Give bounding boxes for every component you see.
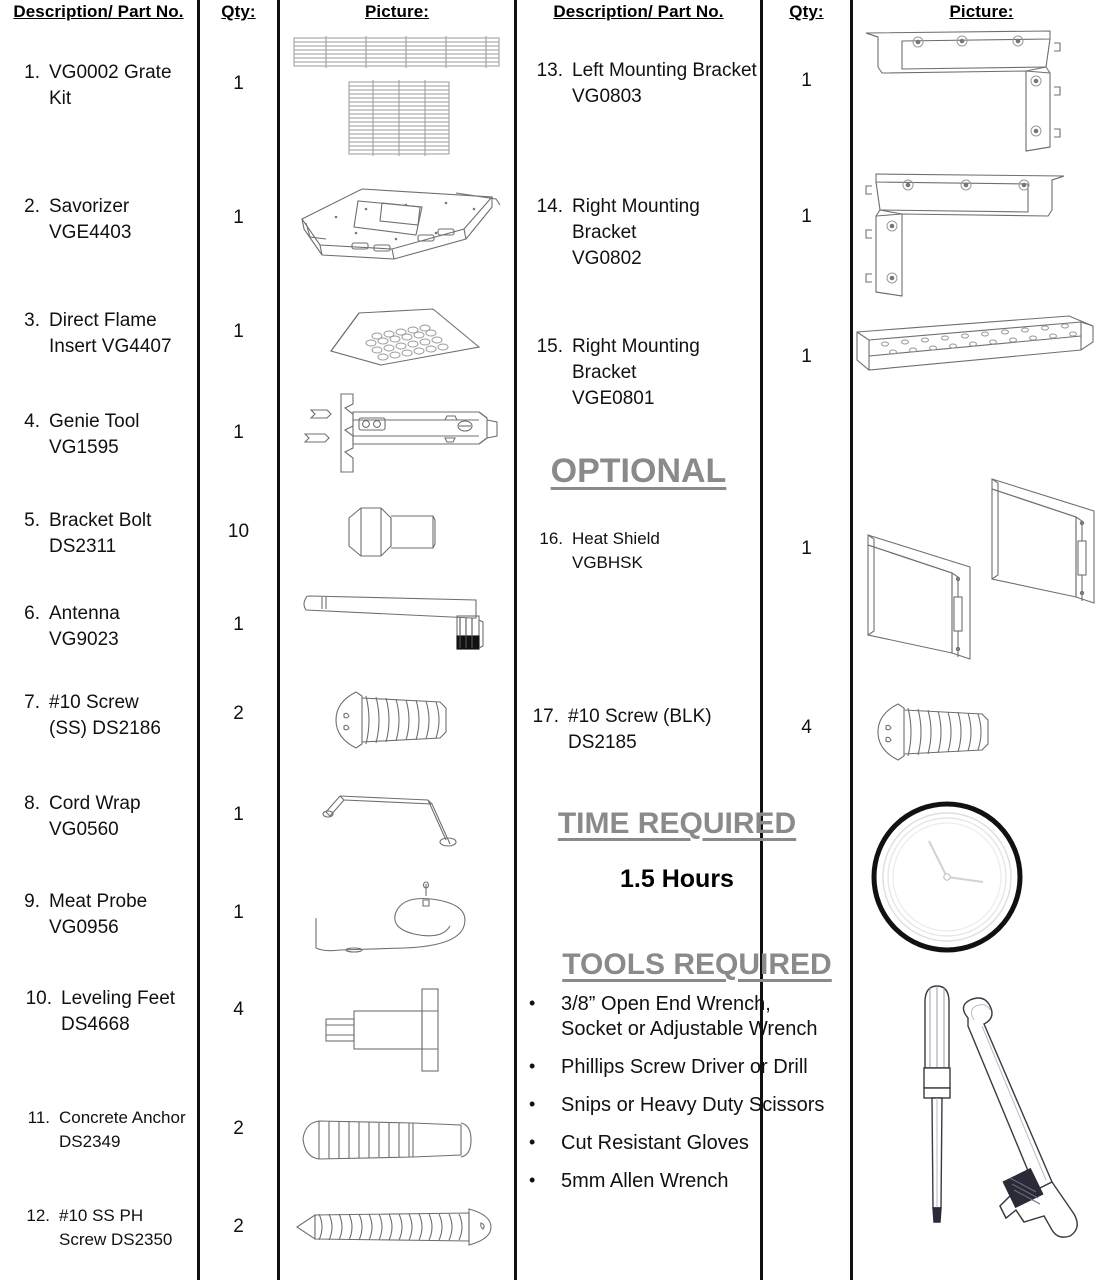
part-number: 11.	[27, 1108, 50, 1127]
adjustable-wrench-icon	[963, 998, 1077, 1237]
part-desc-line1: #10 SS PH	[59, 1206, 144, 1225]
part-desc-line1: Savorizer	[49, 196, 130, 217]
part-qty-16: 1	[801, 538, 812, 559]
part-desc-line1: Heat Shield	[572, 529, 660, 548]
part-desc-line2: Screw DS2350	[59, 1230, 173, 1249]
part-desc-line1: Right Mounting Bracket	[572, 196, 700, 243]
part-desc-line2: DS2349	[59, 1132, 121, 1151]
header-left-description: Description/ Part No.	[13, 2, 184, 21]
part-qty-12: 2	[233, 1216, 244, 1237]
part-description	[59, 1106, 204, 1154]
part-number: 2.	[24, 196, 40, 217]
part-desc-line1: #10 Screw	[49, 692, 139, 713]
ph-screw-illustration	[293, 1205, 503, 1249]
part-desc-line2: Insert VG4407	[49, 336, 172, 357]
part-desc-line1: #10 Screw (BLK)	[568, 706, 712, 727]
part-number: 17.	[532, 706, 559, 727]
part-desc-line1: Genie Tool	[49, 411, 140, 432]
part-qty-13: 1	[801, 70, 812, 91]
part-description	[49, 308, 194, 360]
table-row-part-16	[527, 527, 762, 575]
list-item-tool-4: • Cut Resistant Gloves	[525, 1131, 905, 1156]
part-description	[49, 601, 194, 653]
part-qty-10: 4	[233, 999, 244, 1020]
part-number: 15.	[536, 336, 563, 357]
part-desc-line2: DS2185	[568, 732, 637, 753]
rail-bracket-illustration	[853, 316, 1103, 388]
part-number: 12.	[26, 1206, 50, 1225]
header-left-picture: Picture:	[364, 2, 430, 21]
part-description	[49, 690, 194, 742]
part-qty-5: 10	[227, 521, 250, 542]
bracket-bolt-illustration	[335, 502, 455, 564]
part-qty-2: 1	[233, 207, 244, 228]
right-mounting-bracket-illustration	[858, 168, 1098, 300]
savorizer-illustration	[296, 183, 506, 268]
table-row-part-9	[14, 889, 194, 941]
table-row-part-3	[14, 308, 194, 360]
part-description	[572, 334, 762, 412]
table-row-part-2	[14, 194, 194, 246]
table-row-part-17	[527, 704, 762, 756]
part-number: 16.	[539, 529, 563, 548]
part-description	[49, 409, 194, 461]
table-row-part-8	[14, 791, 194, 843]
direct-flame-insert-illustration	[325, 305, 485, 375]
part-description	[572, 58, 762, 110]
table-row-part-5	[14, 508, 194, 560]
header-right-qty: Qty:	[789, 2, 824, 21]
part-desc-line2: VG0802	[572, 248, 642, 269]
header-right-description: Description/ Part No.	[553, 2, 724, 21]
part-qty-9: 1	[233, 902, 244, 923]
part-desc-line1: Left Mounting Bracket	[572, 60, 757, 81]
table-row-part-12	[14, 1204, 204, 1252]
left-mounting-bracket-illustration	[860, 25, 1100, 155]
part-desc-line2: VG0803	[572, 86, 642, 107]
part-number: 3.	[24, 310, 40, 331]
part-description	[49, 60, 194, 112]
part-desc-line1: Leveling Feet	[61, 988, 176, 1009]
meat-probe-illustration	[308, 882, 483, 952]
part-desc-line2: VG1595	[49, 437, 119, 458]
tool-line2: Socket or Adjustable Wrench	[561, 1018, 818, 1040]
table-row-part-1	[14, 60, 194, 112]
part-qty-1: 1	[233, 73, 244, 94]
part-desc-line2: (SS) DS2186	[49, 718, 161, 739]
part-desc-line1: Direct Flame	[49, 310, 157, 331]
part-desc-line1: Concrete Anchor	[59, 1108, 186, 1127]
tools-required-heading: TOOLS REQUIRED	[562, 948, 832, 981]
part-desc-line1: Antenna	[49, 603, 120, 624]
part-desc-line2: VGE4403	[49, 222, 132, 243]
part-desc-line2: VG0560	[49, 819, 119, 840]
part-number: 14.	[536, 196, 563, 217]
part-number: 13.	[536, 60, 563, 81]
part-desc-line2: VGBHSK	[572, 553, 643, 572]
part-number: 6.	[24, 603, 40, 624]
part-description	[49, 194, 194, 246]
part-desc-line1: Right Mounting Bracket	[572, 336, 700, 383]
part-qty-8: 1	[233, 804, 244, 825]
table-row-part-11	[14, 1106, 204, 1154]
table-row-part-4	[14, 409, 194, 461]
screw-blk-illustration	[870, 700, 1020, 764]
part-qty-7: 2	[233, 703, 244, 724]
table-row-part-7	[14, 690, 194, 742]
part-qty-3: 1	[233, 321, 244, 342]
antenna-illustration	[300, 588, 500, 658]
part-description	[49, 889, 194, 941]
divider-left-qty-picture	[277, 0, 280, 1280]
time-required-value: 1.5 Hours	[620, 865, 734, 893]
part-description	[49, 791, 194, 843]
part-desc-line2: VG0956	[49, 917, 119, 938]
part-qty-17: 4	[801, 717, 812, 738]
time-required-heading: TIME REQUIRED	[557, 807, 797, 840]
list-item-tool-2: • Phillips Screw Driver or Drill	[525, 1055, 905, 1080]
part-qty-11: 2	[233, 1118, 244, 1139]
tool-line1: 3/8” Open End Wrench,	[561, 993, 771, 1015]
screw-ss-illustration	[328, 688, 478, 752]
part-number: 10.	[25, 988, 52, 1009]
part-number: 1.	[24, 62, 40, 83]
part-description	[59, 1204, 204, 1252]
part-qty-4: 1	[233, 422, 244, 443]
part-number: 8.	[24, 793, 40, 814]
grate-kit-illustration	[290, 32, 510, 162]
part-desc-line2: DS2311	[49, 536, 117, 557]
optional-section-heading: OPTIONAL	[550, 452, 727, 490]
part-description	[572, 527, 762, 575]
part-desc-line2: VG9023	[49, 629, 119, 650]
list-item-tool-5: • 5mm Allen Wrench	[525, 1169, 905, 1194]
leveling-feet-illustration	[320, 985, 455, 1065]
part-desc-line2: VGE0801	[572, 388, 655, 409]
part-description	[572, 194, 762, 272]
divider-center	[514, 0, 517, 1280]
screwdriver-icon	[924, 986, 950, 1222]
genie-tool-illustration	[297, 392, 502, 482]
part-qty-14: 1	[801, 206, 812, 227]
part-description	[49, 508, 194, 560]
part-number: 7.	[24, 692, 40, 713]
table-row-part-14	[527, 194, 762, 272]
table-row-part-6	[14, 601, 194, 653]
tools-illustration	[896, 978, 1108, 1244]
part-desc-line2: Kit	[49, 88, 72, 109]
table-row-part-15	[527, 334, 762, 412]
table-row-part-13	[527, 58, 762, 110]
part-desc-line2: DS4668	[61, 1014, 130, 1035]
part-number: 5.	[24, 510, 40, 531]
list-item-tool-3: • Snips or Heavy Duty Scissors	[525, 1093, 905, 1118]
list-item-tool-1	[525, 992, 905, 1042]
heat-shield-illustration	[862, 475, 1107, 690]
table-row-part-10	[14, 986, 199, 1038]
part-desc-line1: VG0002 Grate	[49, 62, 172, 83]
part-number: 9.	[24, 891, 40, 912]
divider-left-desc-qty	[197, 0, 200, 1280]
part-description	[568, 704, 762, 756]
concrete-anchor-illustration	[293, 1115, 493, 1165]
part-qty-6: 1	[233, 614, 244, 635]
header-right-picture: Picture:	[949, 2, 1014, 21]
part-desc-line1: Meat Probe	[49, 891, 148, 912]
part-qty-15: 1	[801, 346, 812, 367]
clock-icon	[862, 798, 1032, 956]
part-description	[61, 986, 199, 1038]
part-number: 4.	[24, 411, 40, 432]
cord-wrap-illustration	[310, 788, 470, 854]
part-desc-line1: Bracket Bolt	[49, 510, 152, 531]
tools-required-list	[525, 992, 905, 1207]
part-desc-line1: Cord Wrap	[49, 793, 141, 814]
header-left-qty: Qty:	[221, 2, 256, 21]
